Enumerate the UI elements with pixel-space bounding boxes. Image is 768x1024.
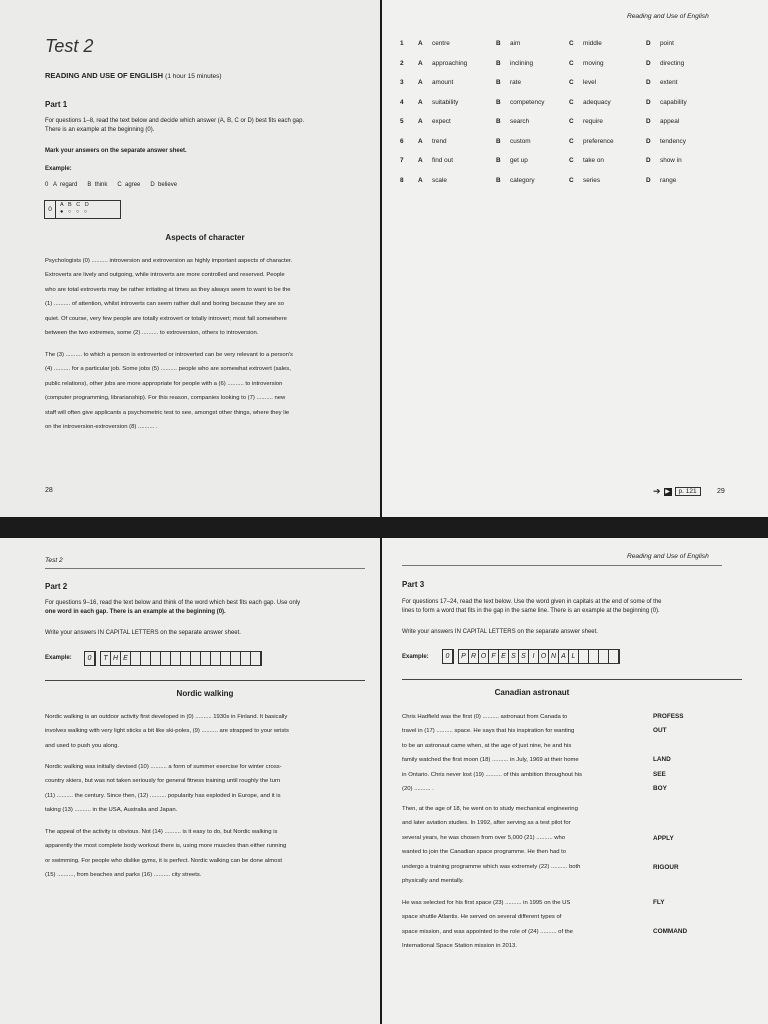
example-label: Example: [45,166,72,172]
option-text: take on [583,157,604,164]
option-text: capability [660,98,687,106]
text-line: apparently the most complete body workout there is, using more muscles than either running [45,843,287,850]
paragraph [402,802,638,888]
letter-cell [151,652,161,665]
letter-cell [609,650,619,663]
letter-cell: S [509,650,519,663]
option-letter: B [496,40,501,47]
question-number: 8 [400,176,404,184]
option-letter: A [418,137,423,145]
text-line: to be an astronaut came when, at the age of just nine, he and his [402,742,572,749]
option-letter: B [496,98,501,106]
keyword: RIGOUR [653,864,679,872]
text-line: physically and mentally. [402,878,464,885]
option-text: find out [432,157,453,164]
text-line: taking (13) .......... in the USA, Australia and Japan. [45,807,178,814]
letter-cell [241,652,251,665]
example-number-box: 0 [84,651,96,666]
option-letter: C [569,118,574,125]
part-heading: Part 2 [45,582,68,591]
letter-cell [131,652,141,665]
example-label: Example: [45,655,72,661]
letter-cell [579,650,589,663]
option-text: aim [510,40,521,47]
letter-cell: F [489,650,499,663]
keyword: COMMAND [653,928,688,936]
running-header: Reading and Use of English [627,553,709,560]
instruction-line: For questions 1–8, read the text below and decide which answer (A, B, C or D) best fits each gap. [45,118,305,124]
paragraph [45,710,367,753]
text-line: family watched the first moon (18) .......... in July, 1969 at their home [402,757,579,764]
option-letter: B [496,176,501,184]
text-line: space shuttle Atlantis. He served on several different types of [402,914,562,921]
text-line: quiet. Of course, very few people are totally extrovert or totally introvert; most fall somewhere [45,315,287,322]
option-text: get up [510,157,528,164]
option-letter: A [418,98,423,106]
letter-cell [191,652,201,665]
letter-cell: N [549,650,559,663]
divider [402,679,742,680]
paragraph [402,896,638,954]
option-letter: A [418,157,423,164]
letter-cell [589,650,599,663]
option-letter: A [418,118,423,125]
divider [45,680,365,681]
option-letter: D [646,40,651,47]
option-text: expect [432,118,451,125]
question-number: 3 [400,79,404,86]
option-text: range [660,176,677,184]
arrow-right-icon: ➔ [653,486,661,496]
test-title: Test 2 [45,36,94,56]
option-text: directing [660,59,685,67]
option-text: custom [510,137,531,145]
keyword: APPLY [653,835,674,843]
question-number: 6 [400,137,404,145]
key-icon: ▶ [665,488,670,495]
text-title: Canadian astronaut [494,688,570,697]
text-line: several years, he was chosen from over 5,000 (21) .......... who [402,834,566,841]
example-options: 0 A regard B think C agree D believe [45,182,178,188]
example-label: Example: [402,654,429,660]
text-line: (11) .......... the century. Since then, (12) .......... popularity has exploded in Europe, and it is [45,792,281,799]
option-text: rate [510,79,522,86]
letter-cell [211,652,221,665]
keyword: SEE [653,770,666,778]
option-letter: B [496,118,501,125]
option-text: preference [583,137,614,145]
page-number: 28 [45,487,53,494]
option-letter: D [646,98,651,106]
option-text: require [583,118,603,125]
page-reference: p. 121 [675,487,701,496]
text-line: country skiers, but was not taken seriously for general fitness training until roughly the turn [45,778,281,785]
text-line: space mission, and was appointed to the role of (24) .......... of the [402,928,573,935]
instruction-line: Write your answers IN CAPITAL LETTERS on the separate answer sheet. [402,629,598,635]
page-28 [0,0,380,517]
option-letter: C [569,176,574,184]
option-letter: C [569,59,574,67]
letter-cell: L [569,650,579,663]
text-line: (computer programming, librarianship). For this reason, companies looking to (7) .......... new [45,395,286,402]
option-text: inclining [510,59,534,67]
option-text: moving [583,59,604,67]
option-text: point [660,40,674,47]
option-letter: A [418,176,423,184]
option-letter: C [569,157,574,164]
option-text: series [583,176,601,184]
text-line: travel in (17) .......... space. He says that his inspiration for wanting [402,728,575,735]
running-header: Reading and Use of English [627,13,709,20]
text-line: Psychologists (0) .......... introversion and extroversion as highly important aspects of character. [45,258,293,264]
letter-cell: O [479,650,489,663]
text-line: Chris Hadfield was the first (0) .......... astronaut from Canada to [402,714,568,720]
instruction-line: For questions 17–24, read the text below. Use the word given in capitals at the end of some of the [402,599,662,605]
letter-cell [161,652,171,665]
answer-row [382,177,768,189]
option-letter: C [569,98,574,106]
text-line: (1) .......... of attention, whilst introverts can seem rather dull and boring because they are so [45,301,285,308]
question-number: 7 [400,157,404,164]
text-line: wanted to join the Canadian space programme. He then had to [402,849,567,856]
letter-cell [141,652,151,665]
paragraph [45,254,367,340]
text-line: (4) .......... for a particular job. Some jobs (5) .......... people who are somewhat extrovert (sales, [45,366,291,373]
paragraph [45,348,367,434]
option-text: category [510,176,535,184]
text-line: public relations), other jobs are more appropriate for people with a (6) .......... to introversion [45,380,283,387]
instruction-line: For questions 9–16, read the text below and think of the word which best fits each gap. Use only [45,600,301,606]
option-letter: C [569,79,574,86]
text-line: The (3) .......... to which a person is extroverted or introverted can be very relevant to a person's [45,352,293,358]
text-line: and used to push you along. [45,742,120,749]
answer-row [382,60,768,72]
option-text: adequacy [583,98,611,106]
answer-row [382,40,768,52]
letter-cell: E [121,652,131,665]
keyword: LAND [653,756,671,764]
option-text: middle [583,40,602,47]
text-title: Aspects of character [165,233,245,242]
letter-cell: S [519,650,529,663]
text-line: Extroverts are lively and outgoing, while introverts are more controlled and reserved. People [45,272,285,279]
letter-cell: T [101,652,111,665]
example-number-box: 0 [442,649,454,664]
question-number: 5 [400,118,404,125]
part-heading: Part 1 [45,100,68,109]
letter-cell [231,652,241,665]
example-letter-grid [458,649,620,664]
option-letter: D [646,79,651,86]
answer-key-reference [653,486,701,497]
text-line: Nordic walking was initially devised (10) .......... a form of summer exercise for winter cross- [45,764,282,770]
instruction-line: Mark your answers on the separate answer sheet. [45,148,187,154]
option-text: approaching [432,59,468,67]
option-letter: B [496,157,501,164]
letter-cell [221,652,231,665]
letter-cell: R [469,650,479,663]
question-number: 4 [400,98,404,106]
text-line: in Ontario. Chris never lost (19) .......... of this ambition throughout his [402,771,583,778]
letter-cell [171,652,181,665]
option-letter: B [496,137,501,145]
answer-row [382,138,768,150]
option-text: trend [432,137,447,145]
question-number: 1 [400,40,404,47]
paragraph [402,710,638,796]
letter-cell: E [499,650,509,663]
option-text: show in [660,157,682,164]
option-text: tendency [660,137,686,145]
option-text: centre [432,40,450,47]
example-letter-grid [100,651,262,666]
text-line: or swimming. For people who dislike gyms, it is perfect. Nordic walking can be done almost [45,857,283,864]
section-heading: READING AND USE OF ENGLISH (1 hour 15 minutes) [45,71,222,80]
answer-row [382,99,768,111]
option-letter: D [646,176,651,184]
text-line: involves walking with very light sticks a bit like ski-poles, (9) .......... are strapped to your wrists [45,728,289,735]
option-letter: A [418,79,423,86]
letter-cell [181,652,191,665]
letter-cell [599,650,609,663]
option-text: extent [660,79,678,86]
page-number: 29 [717,488,725,495]
text-line: staff will often give applicants a psychometric test to see, amongst other things, where they lie [45,409,290,416]
part-heading: Part 3 [402,580,425,589]
paragraph [45,825,367,883]
text-line: He was selected for his first space (23) .......... in 1995 on the US [402,900,571,906]
instruction-line: one word in each gap. There is an example at the beginning (0). [45,609,226,615]
text-line: who are total extroverts may be rather irritating at times as they always seem to want to be the [45,286,291,293]
text-line: and later aviation studies. In 1992, after serving as a test pilot for [402,820,571,827]
option-letter: D [646,59,651,67]
letter-cell [201,652,211,665]
option-letter: C [569,40,574,47]
text-line: The appeal of the activity is obvious. Not (14) .......... is it easy to do, but Nordic walking is [45,829,278,835]
paragraph [45,760,367,818]
page-part-3 [382,538,768,1024]
running-header: Test 2 [45,557,63,564]
option-text: level [583,79,597,86]
answer-row [382,157,768,169]
text-line: between the two extremes, some (2) .......... to extroversion, others to introversion. [45,330,259,337]
option-letter: A [418,40,423,47]
keyword: FLY [653,899,665,906]
keyword: OUT [653,727,667,735]
page-29 [382,0,768,517]
text-line: on the introversion-extroversion (8) .......... . [45,424,158,431]
header-rule [45,568,365,569]
letter-cell: A [559,650,569,663]
text-line: Nordic walking is an outdoor activity first developed in (0) .......... 1930s in Finland. It basically [45,714,288,720]
instruction-line: There is an example at the beginning (0). [45,127,155,133]
text-line: Then, at the age of 18, he went on to study mechanical engineering [402,806,578,812]
answer-row [382,79,768,91]
text-line: (15) .........., from beaches and parks (16) .......... city streets. [45,872,202,879]
instruction-line: lines to form a word that fits in the gap in the same line. There is an example at the beginning (0). [402,608,660,614]
text-title: Nordic walking [176,689,234,698]
keyword: BOY [653,785,667,792]
question-number: 2 [400,59,404,67]
option-text: appeal [660,118,680,125]
letter-cell [251,652,261,665]
option-letter: B [496,79,501,86]
example-answer-box: 0 A B C D ● ○ ○ ○ [44,200,121,219]
option-letter: D [646,118,651,125]
letter-cell: O [539,650,549,663]
letter-cell: I [529,650,539,663]
text-line: undergo a training programme which was extremely (22) .......... both [402,863,581,870]
option-letter: D [646,157,651,164]
option-text: competency [510,98,545,106]
letter-cell: H [111,652,121,665]
text-line: International Space Station mission in 2013. [402,943,517,950]
keyword: PROFESS [653,713,684,720]
instruction-line: Write your answers IN CAPITAL LETTERS on the separate answer sheet. [45,630,241,636]
option-letter: B [496,59,501,67]
option-text: suitability [432,98,459,106]
text-line: (20) .......... . [402,786,434,793]
option-text: scale [432,176,447,184]
option-text: amount [432,79,454,86]
letter-cell: P [459,650,469,663]
header-rule [402,565,722,566]
option-letter: D [646,137,651,145]
page-part-2 [0,538,380,1024]
option-text: search [510,118,530,125]
answer-row [382,118,768,130]
option-letter: A [418,59,423,67]
option-letter: C [569,137,574,145]
